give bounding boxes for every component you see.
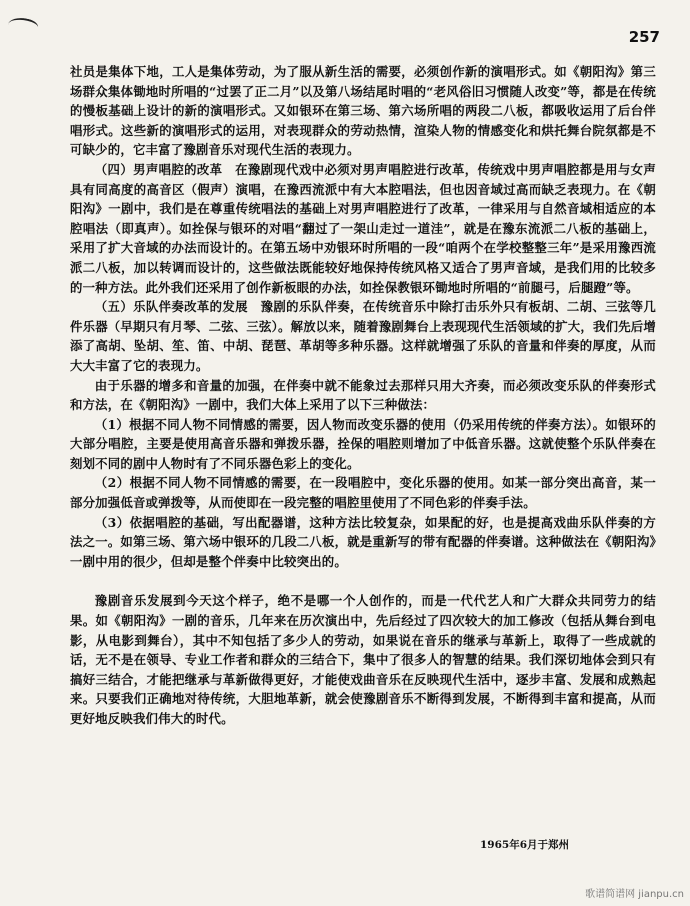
page-number: 257 — [628, 28, 660, 46]
paragraph-2: （四）男声唱腔的改革 在豫剧现代戏中必须对男声唱腔进行改革，传统戏中男声唱腔都是用与女声具有同高度的高音区（假声）演唱，在豫西流派中有大本腔唱法，但也因音域过高而缺乏表现力。在《朝阳沟》一剧中，我们是在尊重传统唱法的基础上对男声唱腔进行了改革，一律采用与自然音域相适应的本腔唱法（即真声）。如拴保与银环的对唱“翻过了一架山走过一道洼”，就是在豫东流派二八板的基础上，采用了扩大音域的办法而设计的。在第五场中劝银环时所唱的一段“咱两个在学校整整三年”是采用豫西流派二八板，加以转调而设计的，这些做法既能较好地保持传统风格又适合了男声音域，是我们用的比较多的一种方法。此外我们还采用了创作新板眼的办法，如拴保教银环锄地时所唱的“前腿弓，后腿蹬”等。 — [70, 161, 656, 295]
paragraph-6: （2）根据不同人物不同情感的需要，在一段唱腔中，变化乐器的使用。如某一部分突出高音，某一部分加强低音或弹拨等，从而使即在一段完整的唱腔里使用了不同色彩的伴奏手法。 — [70, 475, 656, 511]
body-text — [70, 62, 656, 729]
paragraph-3: （五）乐队伴奏改革的发展 豫剧的乐队伴奏，在传统音乐中除打击乐外只有板胡、二胡、三弦等几件乐器（早期只有月琴、二弦、三弦）。解放以来，随着豫剧舞台上表现现代生活领域的扩大，我们先后增添了高胡、坠胡、笙、笛、中胡、琵琶、革胡等多种乐器。这样就增强了乐队的音量和伴奏的厚度，从而大大丰富了它的表现力。 — [70, 299, 656, 373]
watermark: 歌谱简谱网 jianpu.cn — [585, 889, 684, 900]
corner-scan-mark — [7, 15, 40, 37]
dateline: 1965年6月于郑州 — [480, 839, 570, 851]
paragraph-7: （3）依据唱腔的基础，写出配器谱，这种方法比较复杂，如果配的好，也是提高戏曲乐队伴奏的方法之一。如第三场、第六场中银环的几段二八板，就是重新写的带有配器的伴奏谱。这种做法在《朝阳沟》一剧中用的很少，但却是整个伴奏中比较突出的。 — [70, 514, 656, 569]
paragraph-5: （1）根据不同人物不同情感的需要，因人物而改变乐器的使用（仍采用传统的伴奏方法）。如银环的大部分唱腔，主要是使用高音乐器和弹拨乐器，拴保的唱腔则增加了中低音乐器。这就使整个乐队伴奏在刻划不同的剧中人物时有了不同乐器色彩上的变化。 — [70, 416, 656, 471]
paragraph-8: 豫剧音乐发展到今天这个样子，绝不是哪一个人创作的，而是一代代艺人和广大群众共同劳力的结果。如《朝阳沟》一剧的音乐，几年来在历次演出中，先后经过了四次较大的加工修改（包括从舞台到电影，从电影到舞台），其中不知包括了多少人的劳动，如果说在音乐的继承与革新上，取得了一些成就的话，无不是在领导、专业工作者和群众的三结合下，集中了很多人的智慧的结果。我们深切地体会到只有搞好三结合，才能把继承与革新做得更好，才能使戏曲音乐在反映现代生活中，逐步丰富、发展和成熟起来。只要我们正确地对待传统，大胆地革新，就会使豫剧音乐不断得到发展，不断得到丰富和提高，从而更好地反映我们伟大的时代。 — [70, 593, 656, 726]
paragraph-1: 社员是集体下地，工人是集体劳动，为了服从新生活的需要，必须创作新的演唱形式。如《朝阳沟》第三场群众集体锄地时所唱的“过罢了正二月”以及第八场结尾时唱的“老风俗旧习惯随人改变”等，都是在传统的慢板基础上设计的新的演唱形式。又如银环在第三场、第六场所唱的两段二八板，都吸收运用了后台伴唱形式。这些新的演唱形式的运用，对表现群众的劳动热情，渲染人物的情感变化和烘托舞台院氛都是不可缺少的，它丰富了豫剧音乐对现代生活的表现力。 — [70, 64, 656, 158]
paragraph-4: 由于乐器的增多和音量的加强，在伴奏中就不能象过去那样只用大齐奏，而必须改变乐队的伴奏形式和方法，在《朝阳沟》一剧中，我们大体上采用了以下三种做法： — [70, 377, 656, 413]
section-gap — [70, 571, 656, 591]
